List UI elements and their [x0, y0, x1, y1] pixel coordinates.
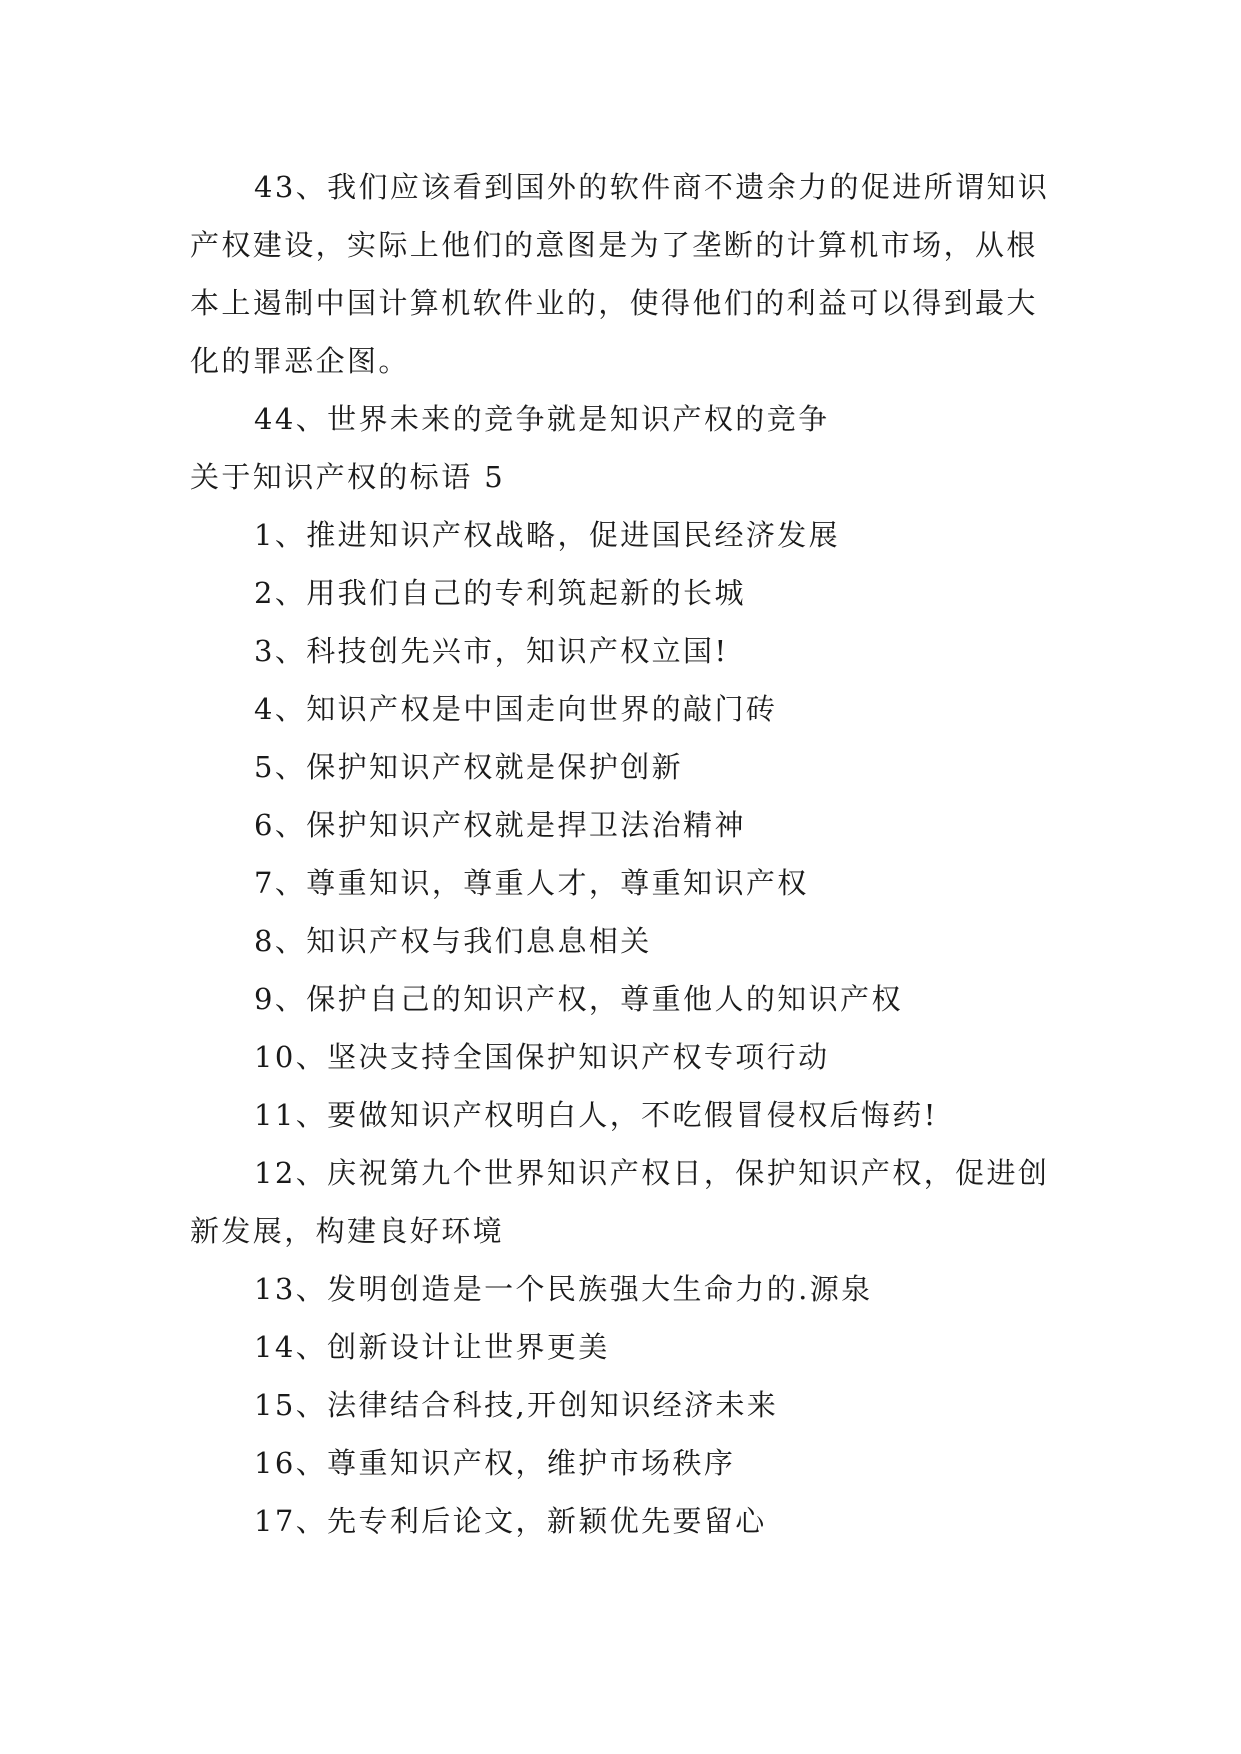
slogan-item: 3、科技创先兴市，知识产权立国! — [254, 634, 729, 668]
slogan-item: 16、尊重知识产权，维护市场秩序 — [254, 1446, 736, 1480]
slogan-item: 8、知识产权与我们息息相关 — [254, 924, 652, 958]
slogan-item: 10、坚决支持全国保护知识产权专项行动 — [254, 1040, 830, 1074]
paragraph-44: 44、世界未来的竞争就是知识产权的竞争 — [254, 402, 830, 436]
paragraph-43: 43、我们应该看到国外的软件商不遗余力的促进所谓知识产权建设，实际上他们的意图是为了垄断的计算机市场，从根本上遏制中国计算机软件业的，使得他们的利益可以得到最大化的罪恶企图。 — [190, 170, 1050, 378]
slogan-item: 13、发明创造是一个民族强大生命力的.源泉 — [254, 1272, 873, 1306]
section-title: 关于知识产权的标语 5 — [190, 460, 506, 494]
slogan-item: 6、保护知识产权就是捍卫法治精神 — [254, 808, 746, 842]
slogan-item: 9、保护自己的知识产权，尊重他人的知识产权 — [254, 982, 903, 1016]
document-body — [190, 158, 1060, 1550]
slogan-item: 2、用我们自己的专利筑起新的长城 — [254, 576, 746, 610]
slogan-item: 14、创新设计让世界更美 — [254, 1330, 610, 1364]
slogan-item: 7、尊重知识，尊重人才，尊重知识产权 — [254, 866, 809, 900]
slogan-item: 1、推进知识产权战略，促进国民经济发展 — [254, 518, 841, 552]
slogan-item: 17、先专利后论文，新颖优先要留心 — [254, 1504, 767, 1538]
slogan-item: 5、保护知识产权就是保护创新 — [254, 750, 684, 784]
slogan-item: 4、知识产权是中国走向世界的敲门砖 — [254, 692, 778, 726]
slogan-item: 11、要做知识产权明白人，不吃假冒侵权后悔药! — [254, 1098, 938, 1132]
slogan-item: 12、庆祝第九个世界知识产权日，保护知识产权，促进创新发展，构建良好环境 — [190, 1156, 1050, 1248]
slogan-item: 15、法律结合科技,开创知识经济未来 — [254, 1388, 779, 1422]
